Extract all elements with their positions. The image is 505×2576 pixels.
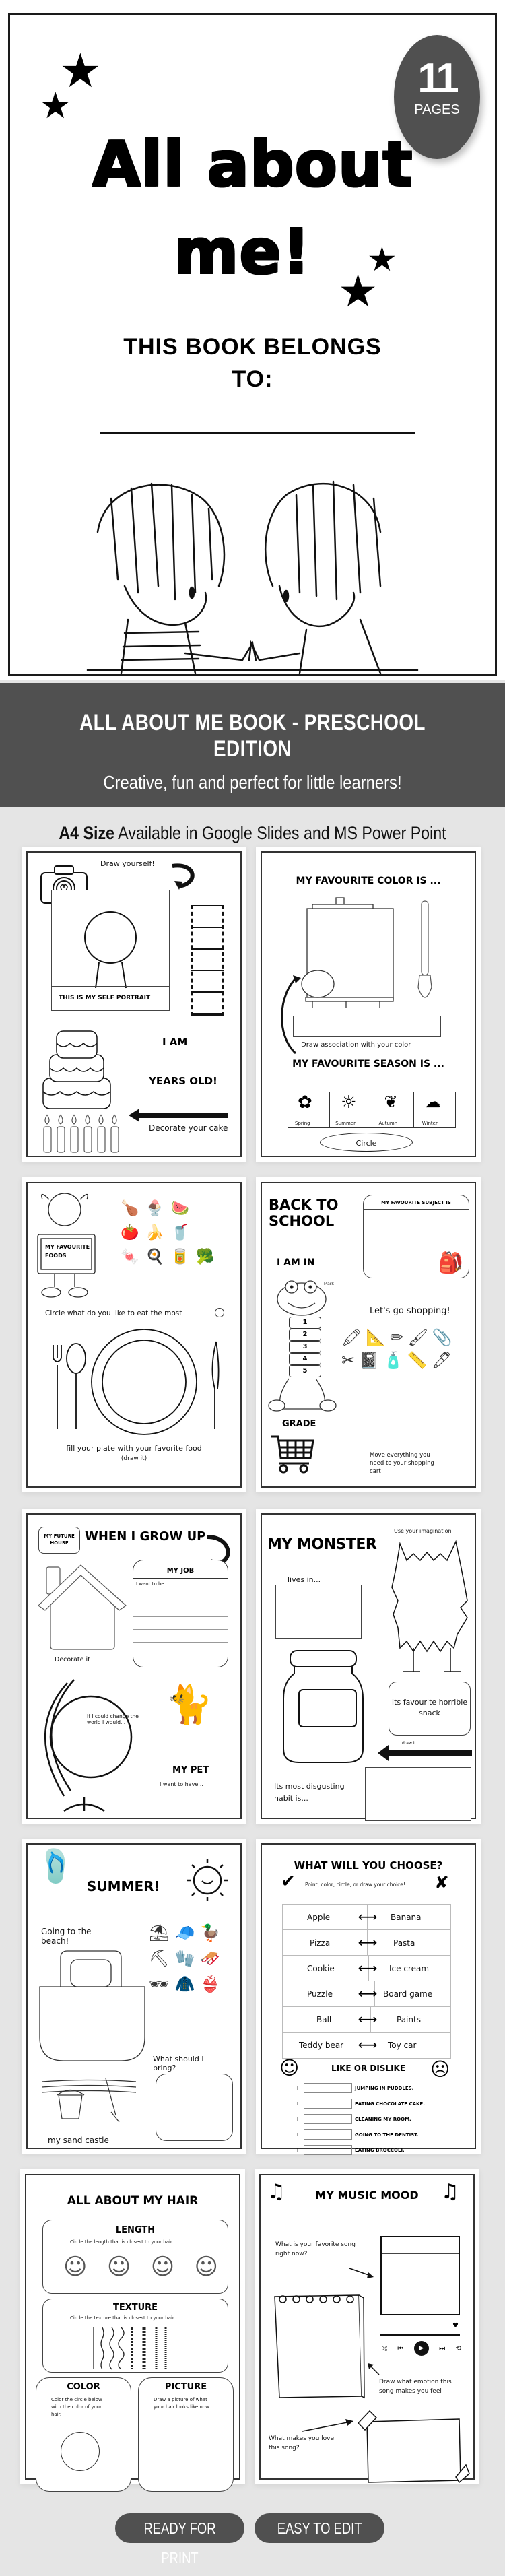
like-item: I EATING CHOCOLATE CAKE. [297,2096,465,2111]
future-house-bubble: MY FUTURE HOUSE [38,1527,80,1554]
ready-for-print-badge: READY FOR PRINT [115,2513,244,2543]
my-pet-label: MY PET [172,1765,209,1775]
season-summer[interactable]: ☼ Summer [330,1092,372,1127]
product-banner [0,683,505,807]
happy-face-icon: ☺ [279,2057,300,2079]
name-line [100,432,415,434]
grade-option[interactable]: 5 [289,1365,321,1377]
plate-setting-icon [46,1328,228,1439]
page-preview-what-will-you-choose [256,1839,481,2154]
banner-title: ALL ABOUT ME BOOK - PRESCHOOL EDITION [79,710,426,762]
hair-color-circle[interactable] [61,2432,100,2471]
curved-arrow-icon [275,974,302,1061]
long-hair-icon[interactable]: ☺ [106,2253,131,2280]
arrow-icon [367,2363,380,2376]
heart-icon[interactable]: ♥ [452,2322,459,2330]
choice-row: Apple Banana [283,1905,450,1930]
choice-row: Pizza Pasta [283,1930,450,1956]
favourite-season-title: MY FAVOURITE SEASON IS ... [292,1059,444,1069]
my-job-box: MY JOB I want to be... [133,1560,228,1667]
decorate-it-text: Decorate it [55,1656,90,1663]
habit-text: Its most disgusting habit is... [274,1782,345,1803]
page-preview-summer [22,1839,246,2154]
page-preview-self-portrait [22,847,246,1162]
grade-option[interactable]: 2 [289,1329,321,1341]
hair-texture-lines [90,2327,178,2371]
frog-head-icon [271,1278,332,1318]
i-am-in-label: I AM IN [277,1257,315,1268]
play-button[interactable]: ▶ [414,2341,429,2356]
cover-title-line2: me! [174,216,311,288]
snack-speech-bubble: Its favourite horrible snack [389,1682,471,1736]
music-notes-icon: ♫ [441,2180,459,2204]
repeat-icon[interactable]: ⟲ [455,2344,461,2352]
like-dislike-title: LIKE OR DISLIKE [331,2063,406,2073]
easy-to-edit-badge: EASY TO EDIT [255,2513,384,2543]
fill-plate-text: fill your plate with your favorite food [66,1444,202,1453]
imagination-text: Use your imagination [394,1528,452,1534]
left-arrow-icon [129,1109,228,1122]
years-old-label: YEARS OLD! [149,1075,217,1087]
double-arrow-icon: ⟷ [358,1985,378,2002]
belongs-line1: THIS BOOK BELONGS [123,334,382,360]
circle-marker [215,1308,224,1317]
double-arrows [356,1904,379,2057]
move-everything-text: Move everything you need to your shopping cart [370,1452,434,1475]
grade-ladder [289,1317,321,1377]
my-monster-title: MY MONSTER [267,1536,377,1553]
music-notes-icon: ♫ [267,2180,285,2204]
lives-in-box [275,1585,362,1639]
progress-bar[interactable] [380,2334,460,2336]
globe-icon [37,1676,135,1811]
easel-icon [299,896,393,1011]
like-input[interactable] [304,2083,352,2093]
double-arrow-icon: ⟷ [358,2011,378,2027]
season-spring[interactable]: ✿ Spring [288,1092,330,1127]
choice-row: Ball Paints [283,2007,450,2033]
emotion-text: Draw what emotion this song makes you feel [379,2379,452,2395]
curved-arrow-icon [169,859,203,893]
taped-note-icon [355,2410,469,2484]
circle-prompt-text: Circle what do you like to eat the most [45,1309,182,1317]
picture-section: PICTURE Draw a picture of what your hair looks like now. [138,2377,234,2492]
curly-hair-icon[interactable]: ☺ [194,2253,218,2280]
page-count: 11 [417,55,457,102]
love-song-text: What makes you love this song? [269,2435,335,2451]
banner-subtitle: Creative, fun and perfect for little learners! [103,772,402,793]
flower-icon: ✿ [298,1092,312,1113]
color-association-box [293,1016,441,1037]
double-arrow-icon: ⟷ [358,2037,378,2053]
bring-box [156,2074,233,2141]
sad-face-icon: ☹ [430,2058,450,2080]
availability-text: Available in Google Slides and MS Power Point [118,823,446,843]
grade-label: GRADE [282,1419,316,1429]
star-icon: ★ [39,84,72,127]
star-icon: ★ [338,265,378,317]
shopping-cart-icon [270,1434,317,1474]
belongs-line2: TO: [232,366,273,392]
page-preview-when-i-grow-up [22,1509,246,1824]
arrow-icon [348,2267,375,2280]
school-supplies-icons: 🖍📐✏🖌📎✂📓🧴📏🖊 [341,1328,457,1370]
back-to-school-title: BACK TO SCHOOL [269,1197,339,1229]
hair-length-faces [63,2255,218,2278]
sun-icon: ☼ [341,1092,357,1113]
beach-bag-icon [38,1950,146,2064]
like-input[interactable] [304,2114,352,2124]
arrow-icon [301,2419,355,2433]
decorate-cake-text: Decorate your cake [149,1123,228,1133]
mark-label: Mark [324,1282,334,1286]
like-dislike-list [297,2080,465,2158]
portrait-caption: THIS IS MY SELF PORTRAIT [52,986,169,1010]
favourite-color-title: MY FAVOURITE COLOR IS ... [296,876,441,886]
sun-icon [184,1857,231,1904]
like-item: I JUMPING IN PUDDLES. [297,2080,465,2096]
page-preview-favourite-foods [22,1177,246,1492]
when-i-grow-up-title: WHEN I GROW UP [85,1529,206,1544]
length-section: LENGTH Circle the length that is closest to your hair. ☺ ☺ ☺ ☺ [42,2220,228,2294]
like-item: I EATING BROCCOLI. [297,2142,465,2158]
like-input[interactable] [304,2099,352,2109]
going-to-beach-text: Going to the beach! [41,1927,92,1946]
backpack-icon: 🎒 [438,1251,463,1275]
checkmark-icon: ✔ [281,1872,296,1892]
draw-yourself-text: Draw yourself! [100,859,155,868]
sand-castle-text: my sand castle [48,2136,109,2145]
page-preview-my-monster [256,1509,481,1824]
like-input[interactable] [304,2129,352,2140]
season-winter[interactable]: ☁ Winter [422,1092,441,1126]
notepad-icon [273,2290,364,2404]
size-label: A4 Size [59,823,114,843]
seasons-table [288,1092,456,1128]
house-outline-icon [37,1562,128,1653]
page-preview-back-to-school [256,1177,481,1492]
size-info [36,823,470,844]
choice-row: Teddy bear Toy car [283,2033,450,2058]
song-lines-box [380,2236,460,2315]
texture-section: TEXTURE Circle the texture that is closest to your hair. [42,2299,228,2373]
head-outline-icon [79,907,143,988]
summer-title: SUMMER! [87,1878,160,1894]
snow-cloud-icon: ☁ [424,1092,441,1111]
star-icon: ★ [59,43,102,98]
color-section: COLOR Color the circle below with the color of your hair. [36,2377,131,2492]
next-icon[interactable]: ⏭ [439,2344,446,2352]
page-preview-favourite-color [256,847,481,1162]
cover-page [0,0,505,680]
favourite-subject-box: MY FAVOURITE SUBJECT IS 🎒 [363,1195,469,1278]
double-arrow-icon: ⟷ [358,1909,378,1925]
leaf-icon: ❦ [384,1092,398,1111]
candles-icon [42,1112,123,1154]
left-arrow-icon [378,1746,472,1760]
change-world-text: If I could change the world I would... [87,1713,139,1725]
double-arrow-icon: ⟷ [358,1960,378,1976]
draw-association-text: Draw association with your color [301,1041,411,1049]
cat-icon: 🐈 [166,1683,213,1727]
double-arrow-icon: ⟷ [358,1934,378,1950]
grade-option[interactable]: 3 [289,1341,321,1353]
sand-castle-scene-icon [38,2075,139,2125]
shuffle-icon[interactable]: ⤮ [382,2344,387,2352]
grade-option[interactable]: 4 [289,1353,321,1365]
paintbrush-icon [415,900,436,1008]
hair-title: ALL ABOUT MY HAIR [67,2194,199,2208]
draw-it-text: (draw it) [121,1455,147,1462]
player-controls [382,2341,461,2356]
lives-in-text: lives in... [288,1575,321,1584]
cover-title-line1: All about [92,128,413,200]
choice-row: Puzzle Board game [283,1981,450,2007]
food-items-icons: 🍗🍨🍉 🍅🍌🥤 🍬🍳🥫🥦 [121,1200,222,1265]
season-autumn[interactable]: ❦ Autumn [372,1092,414,1127]
page-preview-music-mood [255,2169,479,2484]
bob-hair-icon[interactable]: ☺ [150,2253,175,2280]
like-item: I GOING TO THE DENTIST. [297,2127,465,2142]
grade-option[interactable]: 1 [289,1317,321,1329]
choose-instruction: Point, color, circle, or draw your choice! [305,1882,405,1888]
jar-icon [282,1648,366,1766]
lets-go-shopping-text: Let's go shopping! [370,1306,450,1316]
previous-icon[interactable]: ⏮ [397,2344,404,2352]
circle-label-oval: Circle [320,1133,413,1152]
film-strip [191,905,224,1016]
like-input[interactable] [304,2145,352,2155]
habit-box [365,1767,471,1821]
short-hair-icon[interactable]: ☺ [63,2253,88,2280]
favorite-song-text: What is your favorite song right now? [275,2241,356,2257]
i-am-label: I AM [162,1036,188,1048]
like-item: I CLEANING MY ROOM. [297,2111,465,2127]
choose-title: WHAT WILL YOU CHOOSE? [294,1859,443,1872]
monster-outline-icon [390,1540,474,1675]
draw-it-label: draw it [402,1741,416,1746]
page-preview-my-hair [20,2169,245,2484]
page-count-label: PAGES [414,102,460,117]
portrait-frame [51,890,170,1011]
frog-body-icon [269,1379,336,1412]
music-mood-title: MY MUSIC MOOD [315,2189,419,2202]
x-mark-icon: ✘ [434,1873,449,1893]
children-illustration [84,458,421,673]
star-icon: ★ [367,240,397,279]
beach-items-icons: ⛱🧢🦆⛏🧤🛷🕶🧥👙 [149,1923,226,1993]
birthday-cake-icon [40,1024,115,1119]
what-to-bring-text: What should I bring? [153,2055,204,2072]
flip-flops-icon: 🩴 [36,1847,76,1885]
choice-row: Cookie Ice cream [283,1956,450,1981]
favourite-foods-sign: MY FAVOURITE FOODS [45,1244,90,1259]
want-to-have-text: I want to have... [160,1781,203,1787]
